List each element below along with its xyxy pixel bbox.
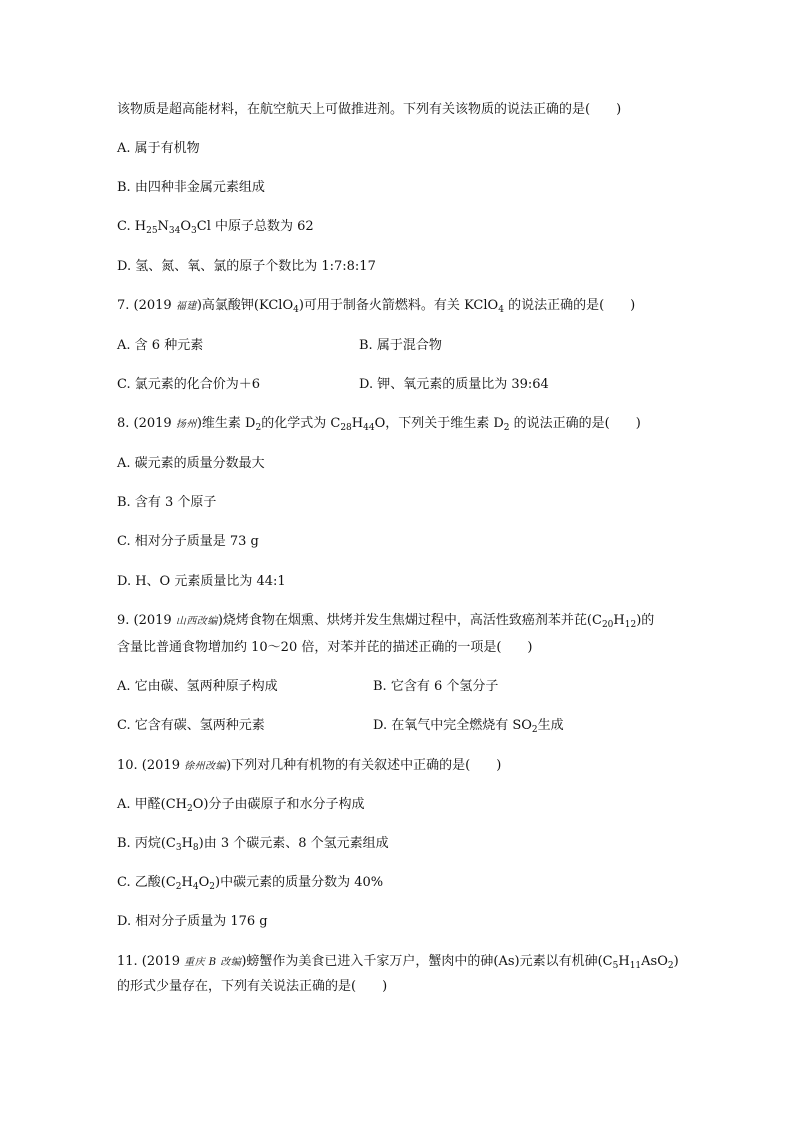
question-9-option-d: D. 在氧气中完全燃烧有 $SO_2$生成 <box>373 718 564 735</box>
question-10-option-d: D. 相对分子质量为 176 g <box>117 914 268 929</box>
question-8-option-b: B. 含有 3 个原子 <box>117 495 217 510</box>
option-a: A. 属于有机物 <box>117 141 200 156</box>
question-9-option-b: B. 它含有 6 个氢分子 <box>373 679 499 694</box>
question-11-stem: 11. (2019 重庆 B 改编)螃蟹作为美食已进入千家万户，蟹肉中的砷(As)元素以有机砷$(C_5H_{11}AsO_2)$ <box>117 954 679 971</box>
question-11-stem-continued: 的形式少量存在，下列有关说法正确的是( ) <box>117 979 388 994</box>
question-10-option-a: A. 甲醛$(CH_2O)$分子由碳原子和水分子构成 <box>117 797 365 814</box>
question-9-option-c: C. 它含有碳、氢两种元素 <box>117 718 265 733</box>
question-7-option-d: D. 钾、氧元素的质量比为 39:64 <box>359 377 549 392</box>
question-7-option-b: B. 属于混合物 <box>359 338 442 353</box>
question-7-stem: 7. (2019 福建)高氯酸钾(KClO$_4$)可用于制备火箭燃料。有关 KClO$_4$ 的说法正确的是( ) <box>117 298 636 315</box>
question-8-option-d: D. H、O 元素质量比为 44:1 <box>117 574 286 589</box>
question-9-stem-continued: 含量比普通食物增加约 10～20 倍，对苯并芘的描述正确的一项是( ) <box>117 640 533 655</box>
question-9-option-a: A. 它由碳、氢两种原子构成 <box>117 679 278 694</box>
question-7-option-a: A. 含 6 种元素 <box>117 338 204 353</box>
question-8-stem: 8. (2019 扬州)维生素 $D_2$的化学式为 $C_{28}H_{44}O$，下列关于维生素 $D_2$ 的说法正确的是( ) <box>117 416 641 433</box>
question-stem-text: 该物质是超高能材料，在航空航天上可做推进剂。下列有关该物质的说法正确的是( ) <box>117 102 622 117</box>
question-10-option-b: B. 丙烷$(C_3H_8)$由 3 个碳元素、8 个氢元素组成 <box>117 836 389 853</box>
question-9-stem: 9. (2019 山西改编)烧烤食物在烟熏、烘烤并发生焦煳过程中，高活性致癌剂苯并芘$(C_{20}H_{12})$的 <box>117 613 655 630</box>
question-10-option-c: C. 乙酸$(C_2H_4O_2)$中碳元素的质量分数为 40% <box>117 875 384 892</box>
question-8-option-a: A. 碳元素的质量分数最大 <box>117 456 265 471</box>
question-10-stem: 10. (2019 徐州改编)下列对几种有机物的有关叙述中正确的是( ) <box>117 758 502 773</box>
option-c: C. $H_{25}N_{34}O_3Cl$ 中原子总数为 62 <box>117 219 314 236</box>
option-d: D. 氢、氮、氧、氯的原子个数比为 1:7:8:17 <box>117 259 376 274</box>
question-8-option-c: C. 相对分子质量是 73 g <box>117 534 259 549</box>
question-7-option-c: C. 氯元素的化合价为＋6 <box>117 377 261 392</box>
option-b: B. 由四种非金属元素组成 <box>117 180 265 195</box>
